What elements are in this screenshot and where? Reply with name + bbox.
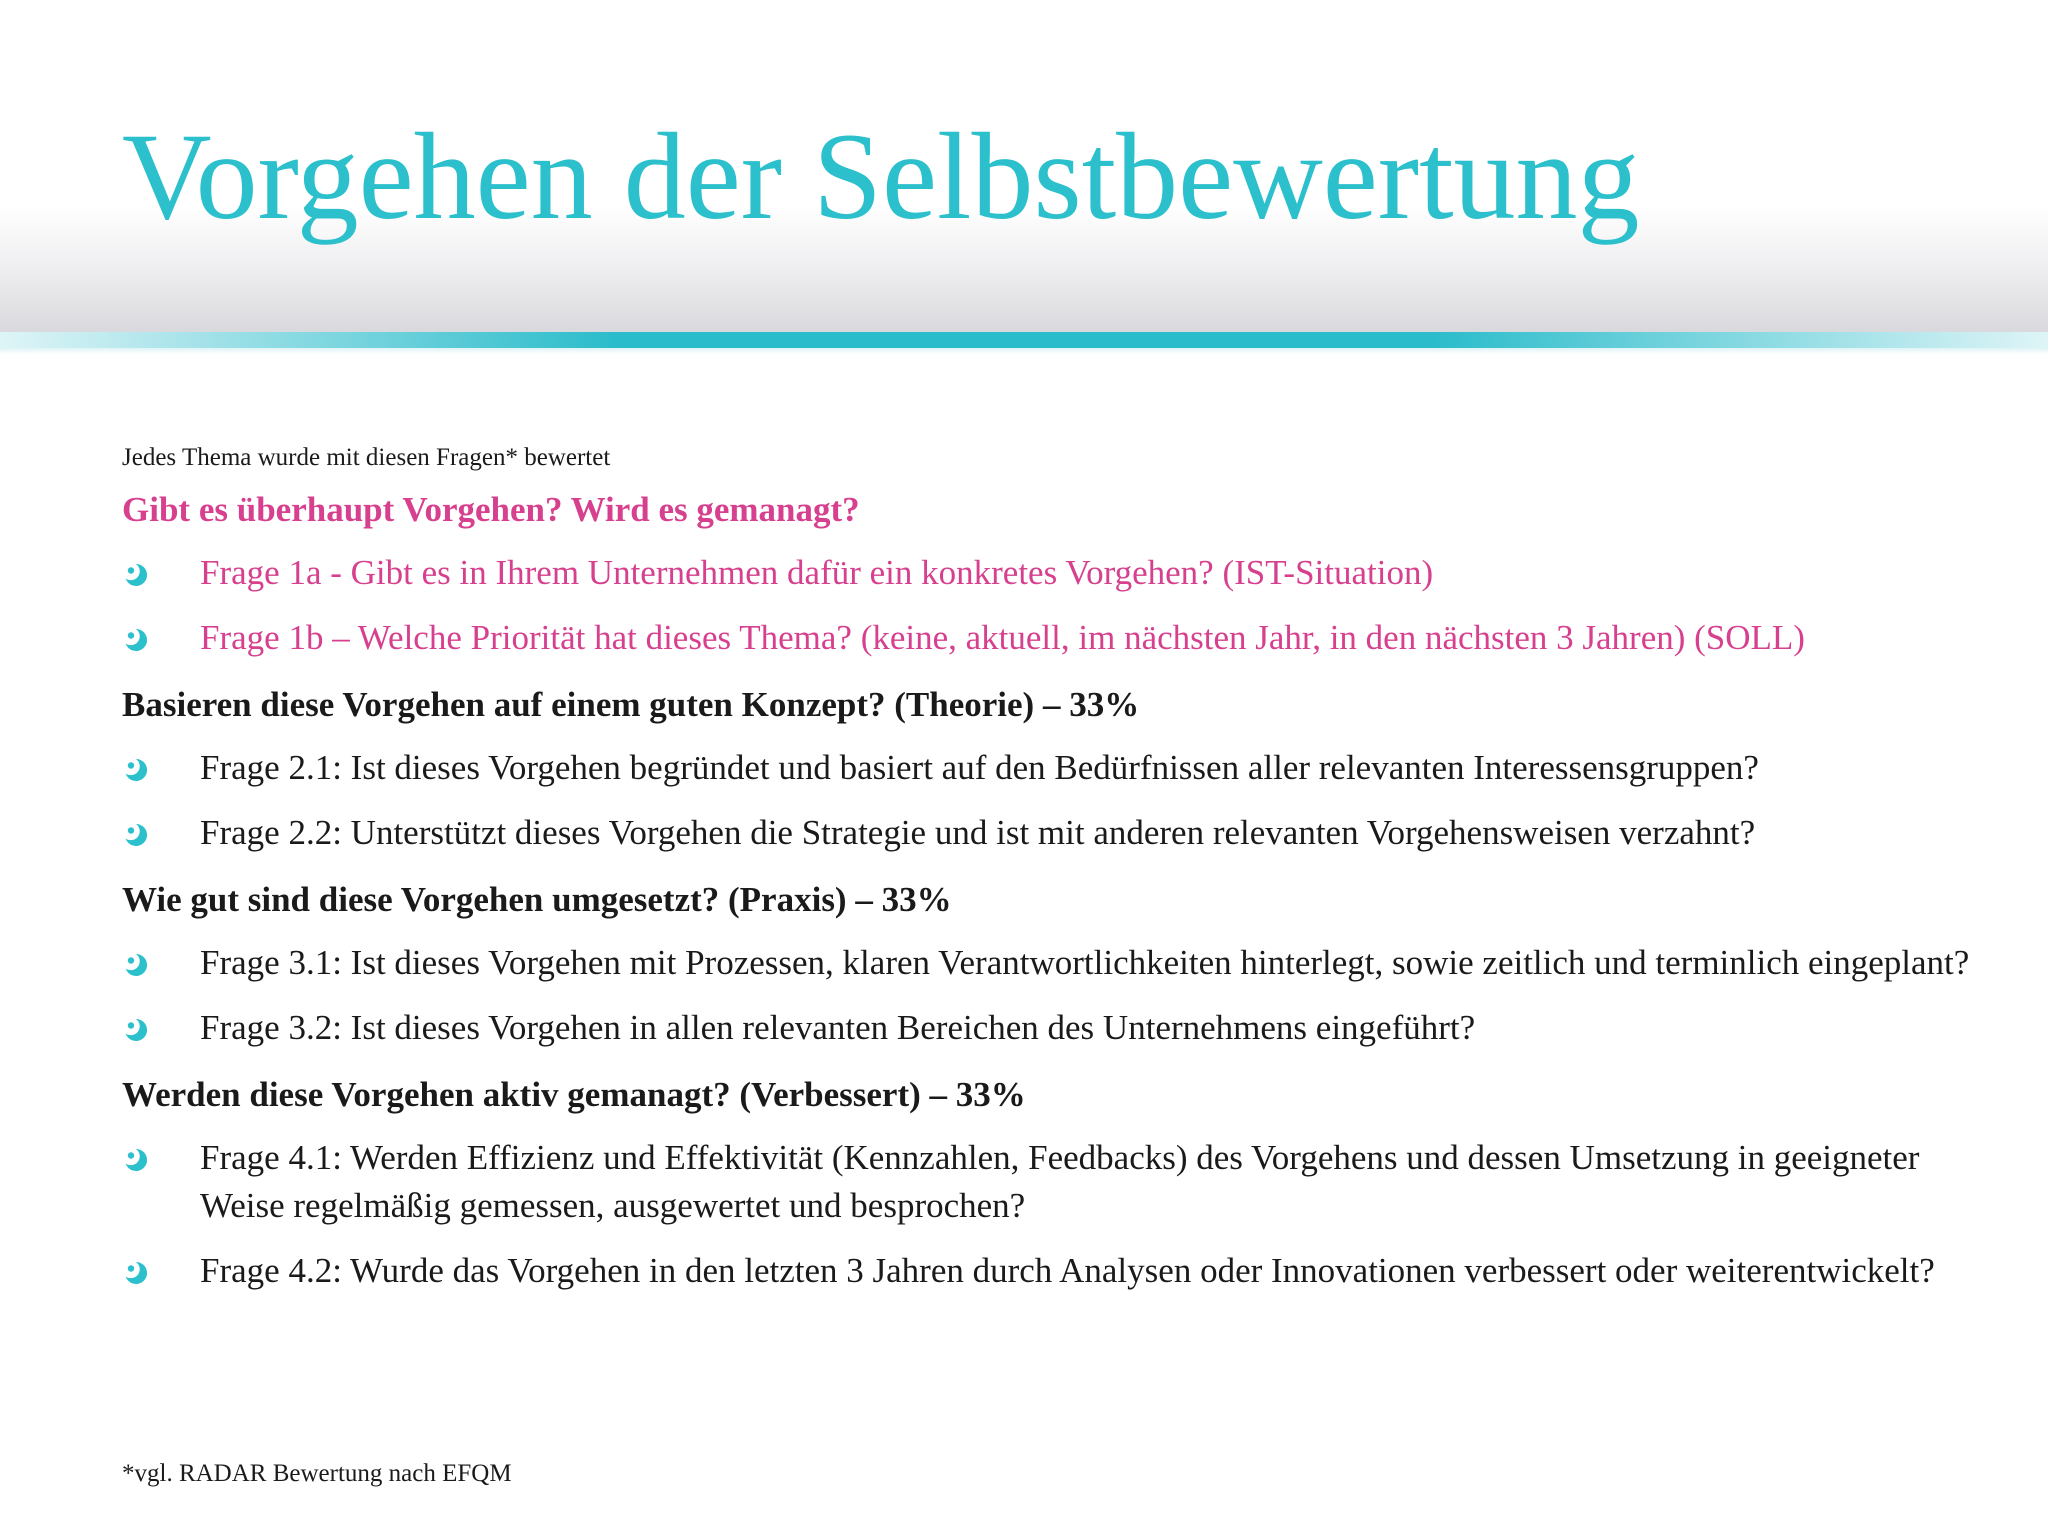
header-divider	[0, 332, 2048, 348]
crescent-bullet-icon	[124, 1261, 148, 1285]
question-item	[122, 809, 1972, 857]
question-list	[122, 939, 1972, 1052]
question-item	[122, 549, 1972, 597]
question-item	[122, 744, 1972, 792]
slide-content	[122, 436, 1972, 1312]
section-heading: Wie gut sind diese Vorgehen umgesetzt? (Praxis) – 33%	[122, 880, 952, 919]
crescent-bullet-icon	[124, 953, 148, 977]
question-text: Frage 3.2: Ist dieses Vorgehen in allen relevanten Bereichen des Unternehmens eingeführt?	[200, 1008, 1476, 1047]
question-item	[122, 1134, 1972, 1230]
header-divider-glow	[0, 348, 2048, 354]
section-heading: Basieren diese Vorgehen auf einem guten Konzept? (Theorie) – 33%	[122, 685, 1140, 724]
question-list	[122, 1134, 1972, 1295]
question-text: Frage 4.1: Werden Effizienz und Effektivität (Kennzahlen, Feedbacks) des Vorgehens und dessen Umsetzung in geeigneter Weise regelmäßig gemessen, ausgewertet und besprochen?	[200, 1138, 1920, 1225]
question-text: Frage 2.1: Ist dieses Vorgehen begründet und basiert auf den Bedürfnissen aller relevanten Interessensgruppen?	[200, 748, 1759, 787]
question-item	[122, 939, 1972, 987]
question-item	[122, 1004, 1972, 1052]
question-text: Frage 2.2: Unterstützt dieses Vorgehen die Strategie und ist mit anderen relevanten Vorgehensweisen verzahnt?	[200, 813, 1756, 852]
question-sections	[122, 484, 1972, 1295]
intro-text: Jedes Thema wurde mit diesen Fragen* bewertet	[122, 444, 611, 471]
question-item	[122, 614, 1972, 662]
question-list	[122, 549, 1972, 662]
slide-title: Vorgehen der Selbstbewertung	[122, 108, 1640, 245]
section-heading: Werden diese Vorgehen aktiv gemanagt? (Verbessert) – 33%	[122, 1075, 1026, 1114]
question-text: Frage 1a - Gibt es in Ihrem Unternehmen dafür ein konkretes Vorgehen? (IST-Situation)	[200, 553, 1434, 592]
question-text: Frage 4.2: Wurde das Vorgehen in den letzten 3 Jahren durch Analysen oder Innovationen verbessert oder weiterentwickelt?	[200, 1251, 1935, 1290]
question-list	[122, 744, 1972, 857]
crescent-bullet-icon	[124, 1148, 148, 1172]
question-item	[122, 1247, 1972, 1295]
crescent-bullet-icon	[124, 1018, 148, 1042]
question-text: Frage 1b – Welche Priorität hat dieses Thema? (keine, aktuell, im nächsten Jahr, in den nächsten 3 Jahren) (SOLL)	[200, 618, 1805, 657]
crescent-bullet-icon	[124, 563, 148, 587]
crescent-bullet-icon	[124, 628, 148, 652]
section-heading: Gibt es überhaupt Vorgehen? Wird es gemanagt?	[122, 490, 860, 529]
footnote: *vgl. RADAR Bewertung nach EFQM	[122, 1460, 512, 1487]
crescent-bullet-icon	[124, 823, 148, 847]
crescent-bullet-icon	[124, 758, 148, 782]
question-text: Frage 3.1: Ist dieses Vorgehen mit Prozessen, klaren Verantwortlichkeiten hinterlegt, sowie zeitlich und terminlich eingeplant?	[200, 943, 1970, 982]
